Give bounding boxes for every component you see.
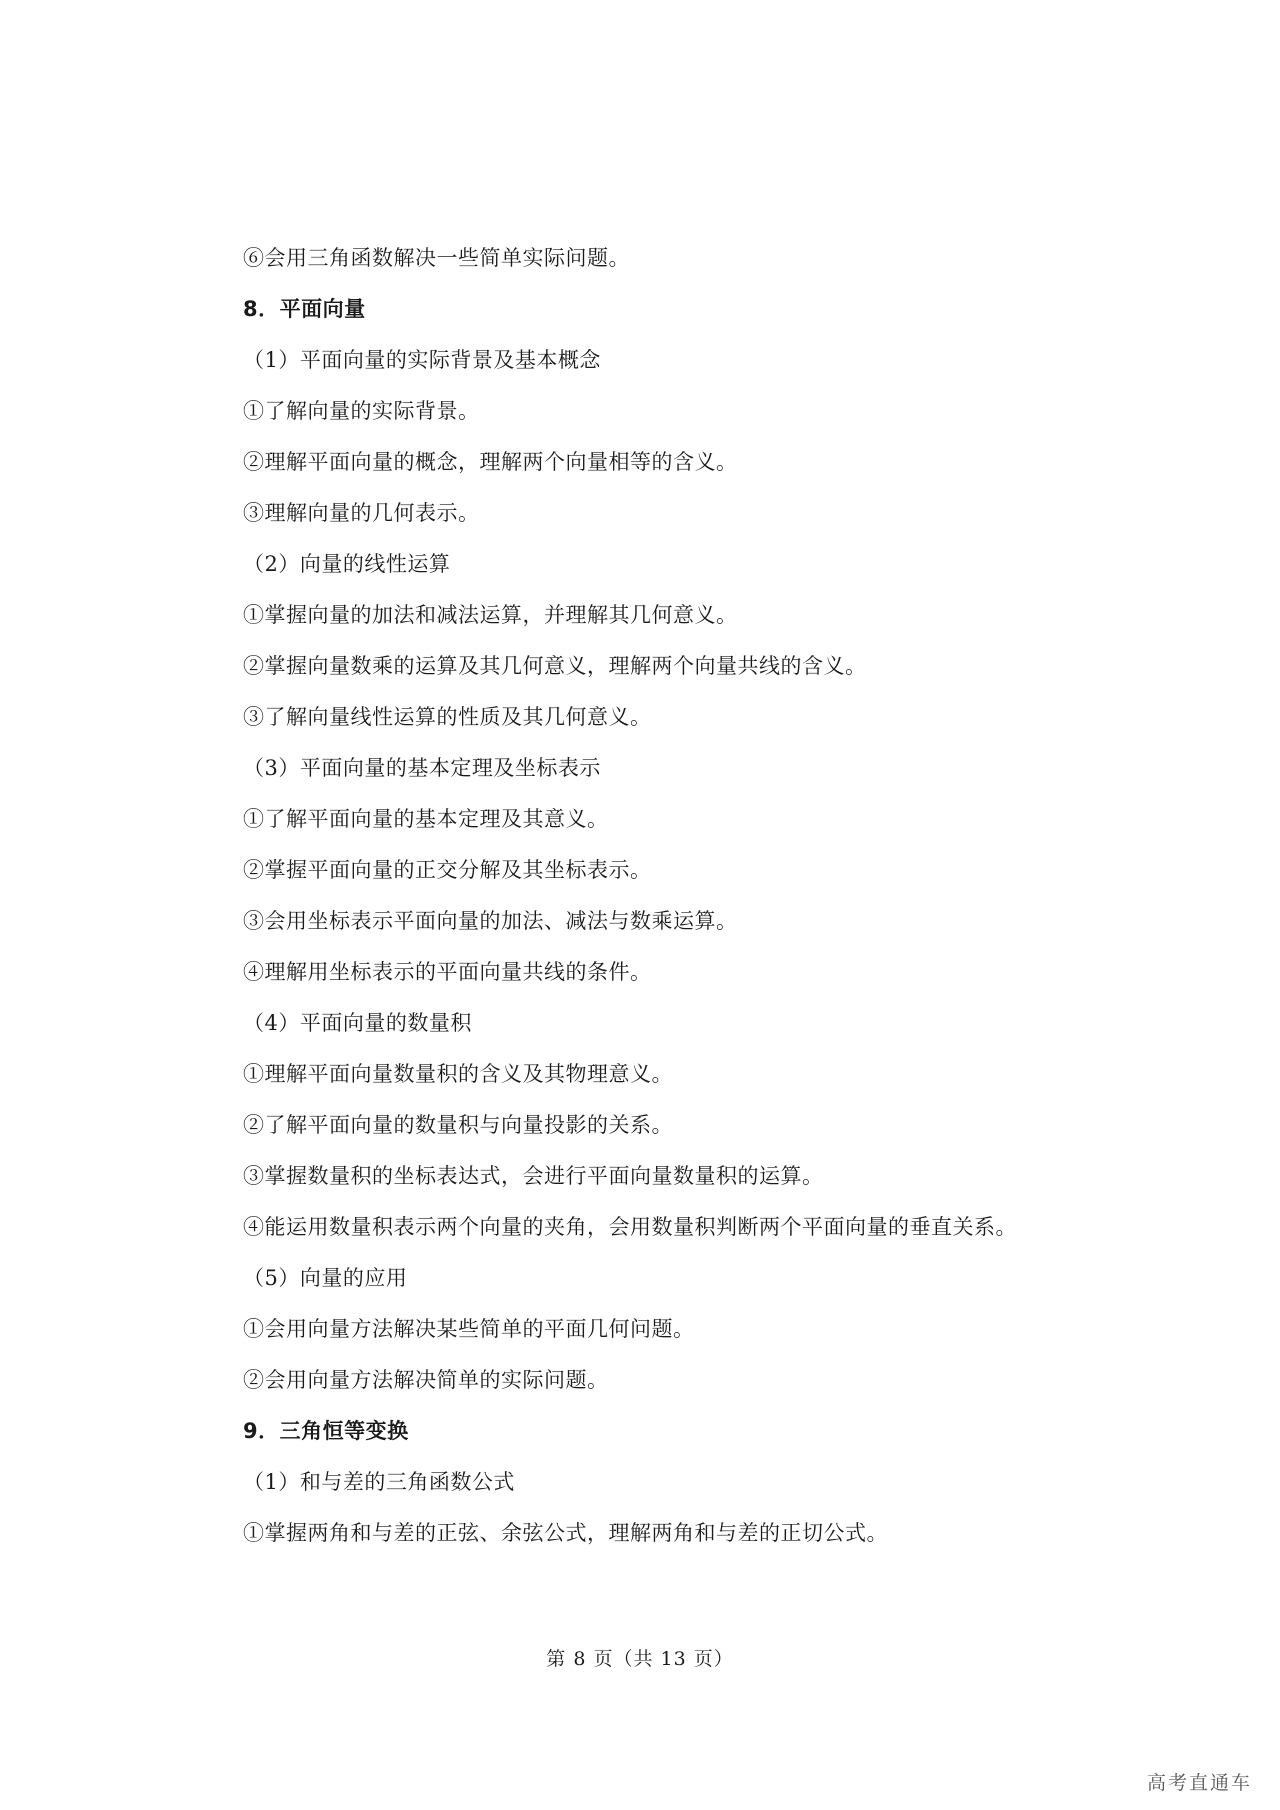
subsection-heading: （5）向量的应用 <box>243 1266 408 1290</box>
list-item: ①会用向量方法解决某些简单的平面几何问题。 <box>243 1317 695 1341</box>
subsection-heading: （2）向量的线性运算 <box>243 552 451 576</box>
list-item: ②理解平面向量的概念，理解两个向量相等的含义。 <box>243 450 738 474</box>
list-item: ①理解平面向量数量积的含义及其物理意义。 <box>243 1062 673 1086</box>
list-item: ③理解向量的几何表示。 <box>243 501 480 525</box>
subsection-heading: （1）和与差的三角函数公式 <box>243 1470 515 1494</box>
list-item: ④能运用数量积表示两个向量的夹角，会用数量积判断两个平面向量的垂直关系。 <box>243 1215 1017 1239</box>
list-item: ③了解向量线性运算的性质及其几何意义。 <box>243 705 652 729</box>
list-item: ③会用坐标表示平面向量的加法、减法与数乘运算。 <box>243 909 738 933</box>
list-item: ③掌握数量积的坐标表达式，会进行平面向量数量积的运算。 <box>243 1164 824 1188</box>
list-item: ②掌握平面向量的正交分解及其坐标表示。 <box>243 858 652 882</box>
list-item: ②会用向量方法解决简单的实际问题。 <box>243 1368 609 1392</box>
list-item: ①了解向量的实际背景。 <box>243 399 480 423</box>
list-item: ①了解平面向量的基本定理及其意义。 <box>243 807 609 831</box>
watermark-text: 高考直通车 <box>1146 1772 1252 1794</box>
section-heading-trig-identities: 9．三角恒等变换 <box>243 1419 409 1443</box>
list-item: ②了解平面向量的数量积与向量投影的关系。 <box>243 1113 673 1137</box>
subsection-heading: （3）平面向量的基本定理及坐标表示 <box>243 756 601 780</box>
list-item: ①掌握两角和与差的正弦、余弦公式，理解两角和与差的正切公式。 <box>243 1521 888 1545</box>
list-item: ②掌握向量数乘的运算及其几何意义，理解两个向量共线的含义。 <box>243 654 867 678</box>
list-item: ④理解用坐标表示的平面向量共线的条件。 <box>243 960 652 984</box>
subsection-heading: （1）平面向量的实际背景及基本概念 <box>243 348 601 372</box>
list-item: ⑥会用三角函数解决一些简单实际问题。 <box>243 246 630 270</box>
content-body <box>243 240 1203 1566</box>
section-heading-vectors: 8．平面向量 <box>243 297 366 321</box>
list-item: ①掌握向量的加法和减法运算，并理解其几何意义。 <box>243 603 738 627</box>
page-number-footer: 第 8 页（共 13 页） <box>546 1648 734 1670</box>
subsection-heading: （4）平面向量的数量积 <box>243 1011 472 1035</box>
